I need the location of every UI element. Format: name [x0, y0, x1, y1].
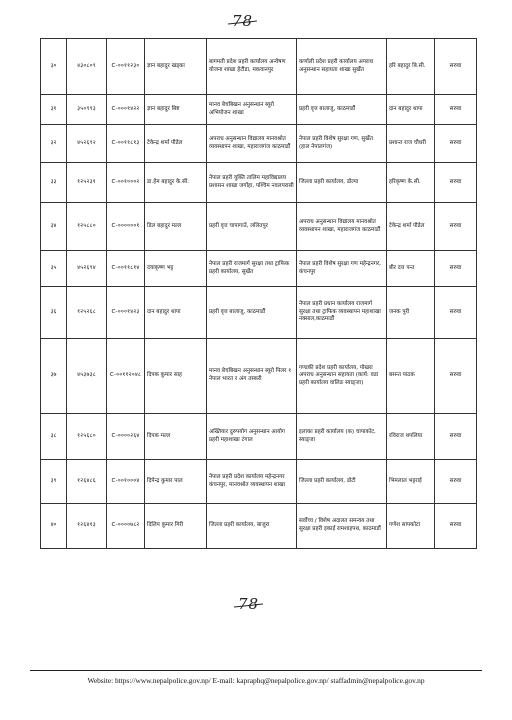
employee-code-cell: C-००००७८२ — [107, 504, 145, 549]
table-body — [41, 39, 477, 549]
employee-code-cell: C-००००००१ — [107, 203, 145, 251]
current-office-cell: प्रहरी वृत्त चापागाउँ, ललितपुर — [207, 203, 297, 251]
table-row — [41, 251, 477, 287]
badge-number-cell: ३५०९९३ — [67, 95, 107, 125]
table-row — [41, 203, 477, 251]
current-office-cell: नेपाल प्रहरी राजमार्ग सुरक्षा तथा ट्राफिक प्रहरी कार्यालय, सुर्खेत — [207, 251, 297, 287]
replacement-name-cell: प्रशान्त राज चौधरी — [387, 125, 435, 163]
new-office-cell: नेपाल प्रहरी विशेष सुरक्षा गण, सुर्खेत (हाल नेपालगंज) — [297, 125, 387, 163]
status-cell: सरुवा — [435, 163, 477, 203]
replacement-name-cell: हरिकृष्ण के.सी. — [387, 163, 435, 203]
handwritten-page-number-top: 78 — [232, 12, 254, 30]
table-row — [41, 39, 477, 95]
badge-number-cell: १२५२६८ — [67, 287, 107, 339]
employee-code-cell: C-००११२३० — [107, 39, 145, 95]
new-office-cell: गण्डकी प्रदेश प्रहरी कार्यालय, पोखरा अपराध अनुसन्धान सहायता (कार्य: वडा प्रहरी कार्यालय वालिङ स्याङ्जा) — [297, 339, 387, 414]
employee-code-cell: C-००१०००४ — [107, 460, 145, 504]
handwritten-page-number-bottom: 78 — [238, 595, 260, 613]
serial-number-cell: ३५ — [41, 251, 67, 287]
name-cell: ज्ञान बहादुर बिष्ट — [145, 95, 207, 125]
status-cell: सरुवा — [435, 504, 477, 549]
status-cell: सरुवा — [435, 125, 477, 163]
employee-code-cell: C-००११२०४८ — [107, 339, 145, 414]
status-cell: सरुवा — [435, 203, 477, 251]
replacement-name-cell: बीर दत्त पन्त — [387, 251, 435, 287]
name-cell: टेकेन्द्र शर्मा पौडेल — [145, 125, 207, 163]
table-row — [41, 460, 477, 504]
replacement-name-cell: रविराज थपलिया — [387, 414, 435, 460]
replacement-name-cell: भिमलाल भट्टराई — [387, 460, 435, 504]
new-office-cell: कर्णाली प्रदेश प्रहरी कार्यालय अपराध अनुसन्धान सहायता शाखा सुर्खेत — [297, 39, 387, 95]
status-cell: सरुवा — [435, 251, 477, 287]
current-office-cell: अख्तियार दुरुपयोग अनुसन्धान आयोग प्रहरी महाशाखा टंगाल — [207, 414, 297, 460]
employee-code-cell: C-००११८१४ — [107, 251, 145, 287]
new-office-cell: नेपाल प्रहरी विशेष सुरक्षा गण महेन्द्रनगर, कंचनपुर — [297, 251, 387, 287]
name-cell: दान बहादुर थापा — [145, 287, 207, 339]
badge-number-cell: ४३०८०९ — [67, 39, 107, 95]
replacement-name-cell: गणेश सापकोटा — [387, 504, 435, 549]
table-row — [41, 339, 477, 414]
table-row — [41, 125, 477, 163]
table-row — [41, 95, 477, 125]
status-cell: सरुवा — [435, 39, 477, 95]
name-cell: डा.हेम बहादुर के.सी. — [145, 163, 207, 203]
transfer-records-table — [40, 38, 477, 549]
new-office-cell: इलाका प्रहरी कार्यालय (क) चापाकोट, स्याङ्जा — [297, 414, 387, 460]
current-office-cell: नेपाल प्रहरी प्रदेश कार्यालय महेन्द्रनगर कंचनपुर, मानवश्रोत व्यवस्थापन शाखा — [207, 460, 297, 504]
replacement-name-cell: बसन्त पाठक — [387, 339, 435, 414]
employee-code-cell: C-००००२६४ — [107, 414, 145, 460]
badge-number-cell: १२६४१३ — [67, 504, 107, 549]
footer-contact: Website: https://www.nepalpolice.gov.np/ E-mail: kapraphq@nepalpolice.gov.np/ staffadmin@nepalpolice.gov.np — [87, 676, 425, 685]
status-cell: सरुवा — [435, 460, 477, 504]
current-office-cell: मानव बेचबिखन अनुसन्धान ब्यूरो अभियोजन शाखा — [207, 95, 297, 125]
name-cell: दिपक कुमार साह — [145, 339, 207, 414]
serial-number-cell: ३९ — [41, 460, 67, 504]
name-cell: दिपेन्द्र कुमार पाल — [145, 460, 207, 504]
badge-number-cell: १२५२३१ — [67, 163, 107, 203]
serial-number-cell: ३८ — [41, 414, 67, 460]
current-office-cell: नेपाल प्रहरी युक्ति तालिम महाविद्यालय प्रशासन शाखा जगाँहा, पश्चिम नवलपरासी — [207, 163, 297, 203]
new-office-cell: जिल्ला प्रहरी कार्यालय, डोल्पा — [297, 163, 387, 203]
table-row — [41, 414, 477, 460]
employee-code-cell: C-०००१४२२ — [107, 95, 145, 125]
serial-number-cell: ३४ — [41, 203, 67, 251]
badge-number-cell: ४५२६९४ — [67, 251, 107, 287]
replacement-name-cell: जनक पुरी — [387, 287, 435, 339]
name-cell: दयाकृष्ण भट्ट — [145, 251, 207, 287]
replacement-name-cell: दान बहादुर थापा — [387, 95, 435, 125]
name-cell: दिलिप कुमार गिरी — [145, 504, 207, 549]
current-office-cell: प्रहरी वृत्त बालाजु, काठमाडौं — [207, 287, 297, 339]
badge-number-cell: १२६४८६ — [67, 460, 107, 504]
status-cell: सरुवा — [435, 287, 477, 339]
replacement-name-cell: हरि बहादुर बि.सी. — [387, 39, 435, 95]
table-row — [41, 287, 477, 339]
footer-divider — [30, 670, 482, 671]
name-cell: डिल बहादुर मल्ल — [145, 203, 207, 251]
table-row — [41, 163, 477, 203]
serial-number-cell: ३३ — [41, 163, 67, 203]
new-office-cell: नेपाल प्रहरी प्रधान कार्यालय राजमार्ग सुरक्षा तथा ट्राफिक व्यवस्थापन महाशाखा नक्साल,काठमाडौं — [297, 287, 387, 339]
new-office-cell: प्रहरी वृत्त बालाजु, काठमाडौं — [297, 95, 387, 125]
serial-number-cell: ३१ — [41, 95, 67, 125]
badge-number-cell: १२५६८० — [67, 414, 107, 460]
badge-number-cell: ४५३७३८ — [67, 339, 107, 414]
name-cell: दिपक मल्ल — [145, 414, 207, 460]
current-office-cell: अपराध अनुसन्धान विद्यालय मानवश्रोत व्यवस्थापन शाखा, महाराजगंज काठमाडौं — [207, 125, 297, 163]
badge-number-cell: १२५८८० — [67, 203, 107, 251]
badge-number-cell: ४५२६९२ — [67, 125, 107, 163]
employee-code-cell: C-००१०००२ — [107, 163, 145, 203]
serial-number-cell: ३७ — [41, 339, 67, 414]
status-cell: सरुवा — [435, 95, 477, 125]
serial-number-cell: ३० — [41, 39, 67, 95]
name-cell: ज्ञान बहादुर खड्का — [145, 39, 207, 95]
employee-code-cell: C-०००१४२३ — [107, 287, 145, 339]
new-office-cell: जिल्ला प्रहरी कार्यालय, डोटी — [297, 460, 387, 504]
serial-number-cell: ३६ — [41, 287, 67, 339]
current-office-cell: बागमती प्रदेश प्रहरी कार्यालय अन्वेषण योजना शाखा हेटौडा, मकवानपुर — [207, 39, 297, 95]
new-office-cell: सर्वोच्च / विशेष अदालत समन्वय तथा सुरक्षा प्रहरी इकाई रामशाहपथ, काठमाडौं — [297, 504, 387, 549]
current-office-cell: मानव बेचबिखन अनुसन्धान ब्यूरो पिलर १ नेपाल भारत र अंग तस्करी — [207, 339, 297, 414]
replacement-name-cell: टेकेन्द्र शर्मा पौडेल — [387, 203, 435, 251]
new-office-cell: अपराध अनुसन्धान विद्यालय मानवश्रोत व्यवस्थापन शाखा, महाराजगंज काठमाडौं — [297, 203, 387, 251]
employee-code-cell: C-००११८१३ — [107, 125, 145, 163]
table-row — [41, 504, 477, 549]
serial-number-cell: ४० — [41, 504, 67, 549]
current-office-cell: जिल्ला प्रहरी कार्यालय, बाजुरा — [207, 504, 297, 549]
status-cell: सरुवा — [435, 339, 477, 414]
status-cell: सरुवा — [435, 414, 477, 460]
serial-number-cell: ३२ — [41, 125, 67, 163]
